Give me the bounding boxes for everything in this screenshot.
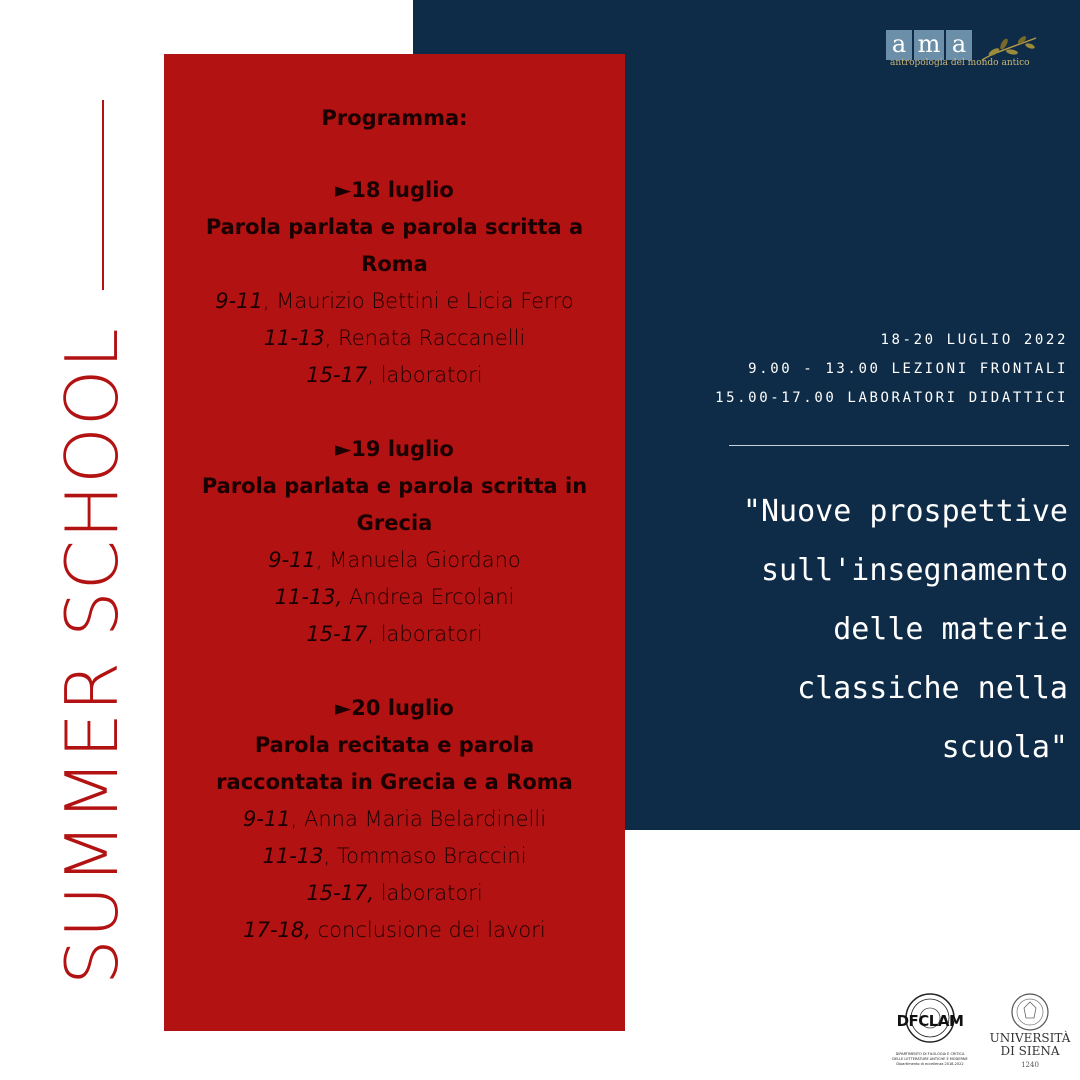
day-title-line: Parola recitata e parola xyxy=(254,733,535,757)
session-speaker: Andrea Ercolani xyxy=(342,585,515,609)
program-list xyxy=(164,101,625,949)
day-title-line: raccontata in Grecia e a Roma xyxy=(216,770,573,794)
session-speaker: , laboratori xyxy=(367,363,483,387)
session-line xyxy=(164,542,625,579)
dfclam-sub-line: DIPARTIMENTO DI FILOLOGIA E CRITICA xyxy=(895,1052,965,1056)
session-speaker: , Manuela Giordano xyxy=(315,548,521,572)
session-line xyxy=(164,579,625,616)
quote-line: delle materie xyxy=(833,612,1068,647)
session-time: 11-13 xyxy=(263,326,325,350)
day-block-18 xyxy=(164,172,625,394)
session-line xyxy=(164,616,625,653)
course-title-quote xyxy=(648,482,1068,777)
siena-wordmark xyxy=(984,1032,1076,1058)
summer-school-title: SUMMER SCHOOL xyxy=(50,327,134,985)
siena-year: 1240 xyxy=(1021,1061,1039,1069)
day-date: ►19 luglio xyxy=(335,437,454,461)
session-time: 11-13 xyxy=(262,844,324,868)
session-speaker: conclusione dei lavori xyxy=(310,918,546,942)
info-lectures: 9.00 - 13.00 LEZIONI FRONTALI xyxy=(748,361,1068,377)
session-line xyxy=(164,875,625,912)
session-line xyxy=(164,283,625,320)
dfclam-sub-line: Dipartimento di eccellenza 2018-2022 xyxy=(896,1062,964,1066)
session-time: 11-13, xyxy=(274,585,343,609)
session-line xyxy=(164,838,625,875)
session-speaker: , Renata Raccanelli xyxy=(324,326,526,350)
quote-line: classiche nella xyxy=(797,671,1068,706)
session-speaker: , laboratori xyxy=(367,622,483,646)
session-speaker: , Anna Maria Belardinelli xyxy=(290,807,547,831)
quote-line: "Nuove prospettive xyxy=(742,494,1068,529)
session-speaker: , Maurizio Bettini e Licia Ferro xyxy=(262,289,574,313)
day-title-line: Roma xyxy=(361,252,428,276)
session-time: 9-11 xyxy=(242,807,291,831)
day-title-line: Parola parlata e parola scritta a xyxy=(205,215,584,239)
session-time: 9-11 xyxy=(268,548,316,572)
day-block-19 xyxy=(164,431,625,653)
session-time: 15-17 xyxy=(306,363,368,387)
ama-letter: m xyxy=(914,30,944,60)
session-line xyxy=(164,357,625,394)
session-time: 9-11 xyxy=(215,289,263,313)
quote-line: sull'insegnamento xyxy=(760,553,1068,588)
info-dates: 18-20 LUGLIO 2022 xyxy=(880,332,1068,348)
session-line xyxy=(164,912,625,949)
info-labs: 15.00-17.00 LABORATORI DIDATTICI xyxy=(715,390,1068,406)
program-heading: Programma: xyxy=(321,106,468,130)
ama-letter: a xyxy=(886,30,912,60)
schedule-info xyxy=(715,326,1068,413)
horizontal-rule xyxy=(729,445,1069,446)
dfclam-sub-line: DELLE LETTERATURE ANTICHE E MODERNE xyxy=(892,1057,968,1061)
session-line xyxy=(164,320,625,357)
session-time: 15-17, xyxy=(306,881,375,905)
day-block-20 xyxy=(164,690,625,949)
session-time: 15-17 xyxy=(306,622,368,646)
day-title-line: Parola parlata e parola scritta in xyxy=(201,474,588,498)
ama-letter: a xyxy=(946,30,972,60)
session-speaker: laboratori xyxy=(374,881,483,905)
dfclam-wordmark: DFCLAM xyxy=(896,1012,964,1030)
session-line xyxy=(164,801,625,838)
vertical-divider xyxy=(102,100,104,290)
session-speaker: , Tommaso Braccini xyxy=(323,844,527,868)
session-time: 17-18, xyxy=(243,918,311,942)
dfclam-subtitle xyxy=(882,1052,978,1067)
day-date: ►20 luglio xyxy=(335,696,454,720)
ama-logo xyxy=(886,28,1051,78)
siena-line: UNIVERSITÀ xyxy=(989,1031,1071,1045)
ama-tagline: antropologia del mondo antico xyxy=(890,58,1030,68)
quote-line: scuola" xyxy=(941,730,1068,765)
day-title-line: Grecia xyxy=(356,511,433,535)
siena-line: DI SIENA xyxy=(1000,1044,1060,1058)
day-date: ►18 luglio xyxy=(335,178,454,202)
